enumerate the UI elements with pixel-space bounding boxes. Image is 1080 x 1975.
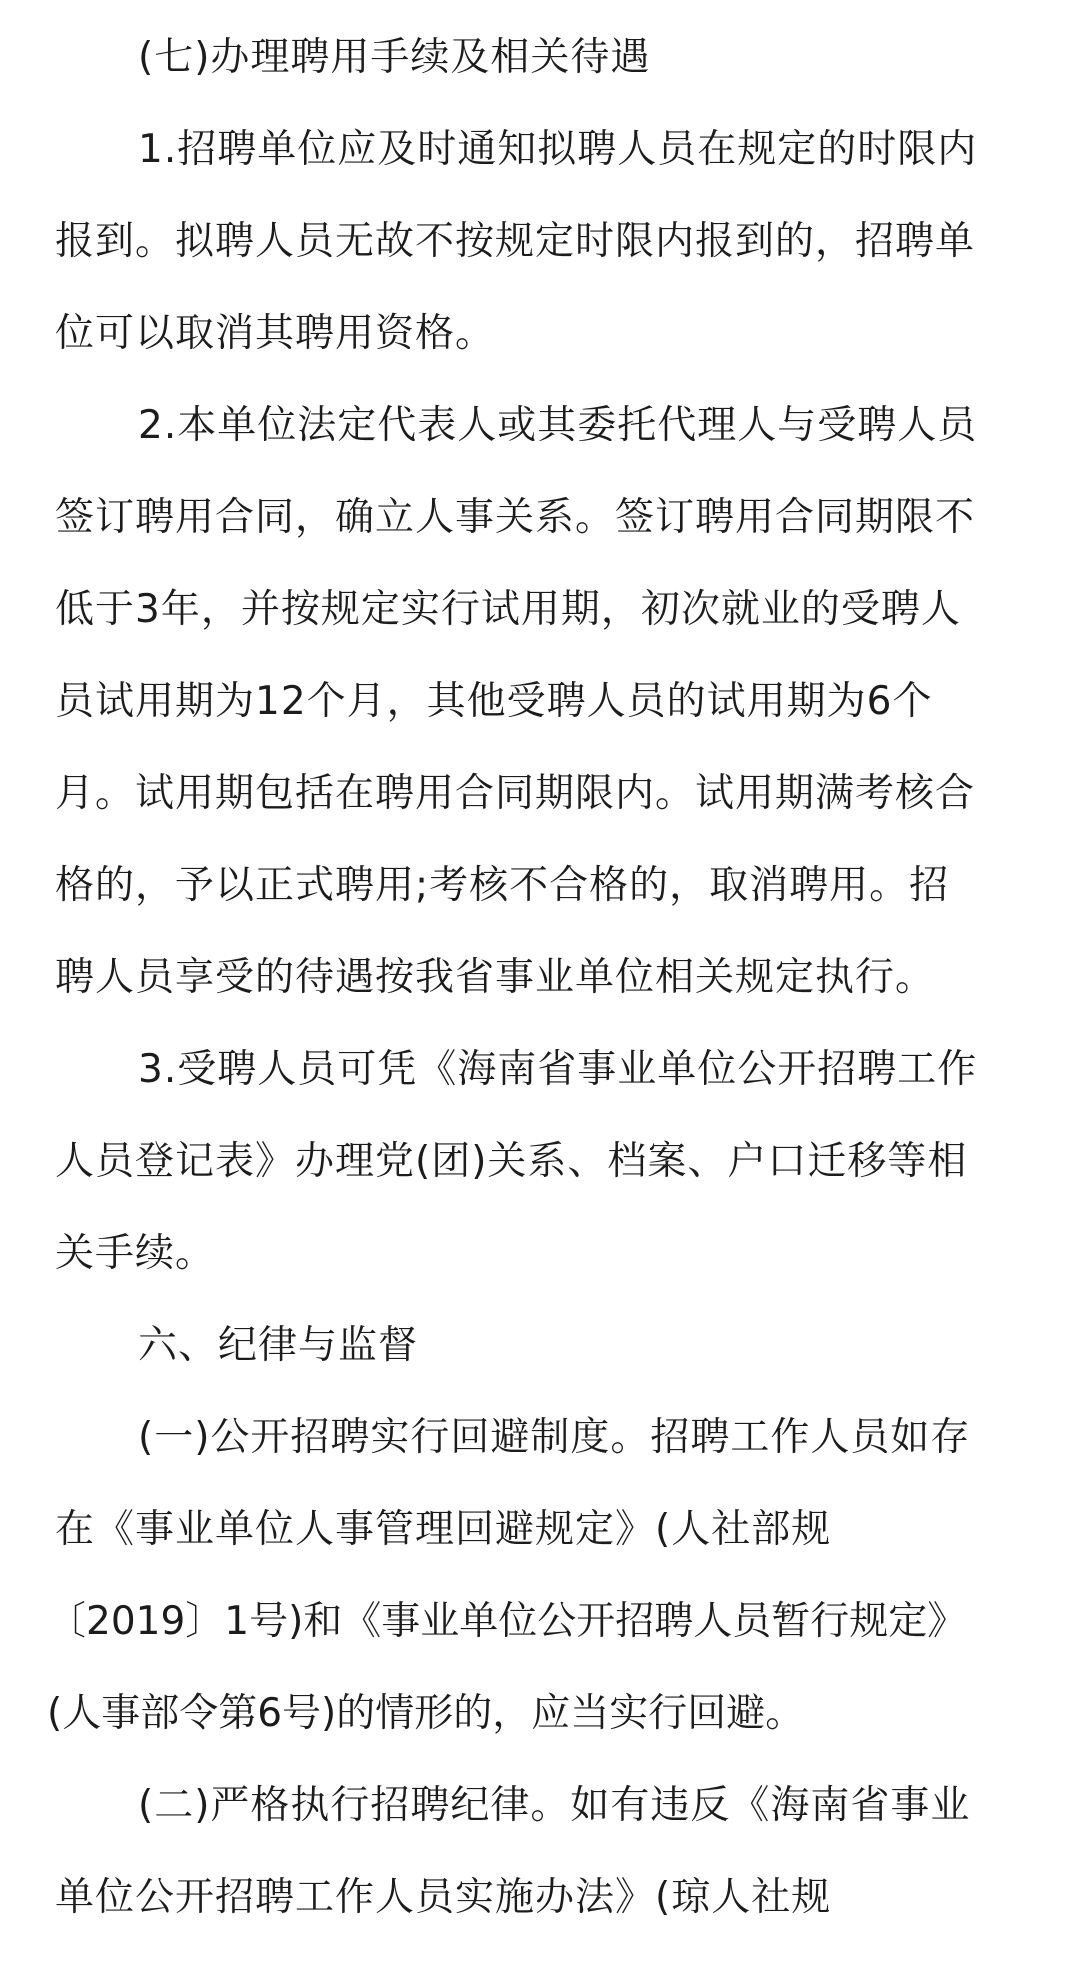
paragraph-line: 低于3年，并按规定实行试用期，初次就业的受聘人 bbox=[55, 587, 961, 632]
paragraph-line: 2.本单位法定代表人或其委托代理人与受聘人员 bbox=[138, 403, 978, 448]
paragraph-line: 聘人员享受的待遇按我省事业单位相关规定执行。 bbox=[55, 955, 936, 1000]
paragraph-line: 月。试用期包括在聘用合同期限内。试用期满考核合 bbox=[55, 771, 976, 816]
paragraph-line: (二)严格执行招聘纪律。如有违反《海南省事业 bbox=[138, 1783, 971, 1828]
paragraph-line: 1.招聘单位应及时通知拟聘人员在规定的时限内 bbox=[138, 127, 978, 172]
paragraph-line: 单位公开招聘工作人员实施办法》(琼人社规 bbox=[55, 1875, 832, 1920]
paragraph-line: 报到。拟聘人员无故不按规定时限内报到的，招聘单 bbox=[55, 219, 976, 264]
paragraph-line: 员试用期为12个月，其他受聘人员的试用期为6个 bbox=[55, 679, 933, 724]
section-heading: (七)办理聘用手续及相关待遇 bbox=[138, 35, 651, 80]
paragraph-line: 签订聘用合同，确立人事关系。签订聘用合同期限不 bbox=[55, 495, 976, 540]
paragraph-line: 在《事业单位人事管理回避规定》(人社部规 bbox=[55, 1507, 832, 1552]
paragraph-line: 关手续。 bbox=[55, 1231, 216, 1276]
paragraph-line: 格的，予以正式聘用;考核不合格的，取消聘用。招 bbox=[55, 863, 950, 908]
paragraph-line: 人员登记表》办理党(团)关系、档案、户口迁移等相 bbox=[55, 1139, 968, 1184]
paragraph-line: (人事部令第6号)的情形的，应当实行回避。 bbox=[47, 1691, 805, 1736]
paragraph-line: 3.受聘人员可凭《海南省事业单位公开招聘工作 bbox=[138, 1047, 978, 1092]
section-heading: 六、纪律与监督 bbox=[138, 1323, 419, 1368]
paragraph-line: (一)公开招聘实行回避制度。招聘工作人员如存 bbox=[138, 1415, 971, 1460]
paragraph-line: 〔2019〕1号)和《事业单位公开招聘人员暂行规定》 bbox=[47, 1599, 967, 1644]
paragraph-line: 位可以取消其聘用资格。 bbox=[55, 311, 496, 356]
